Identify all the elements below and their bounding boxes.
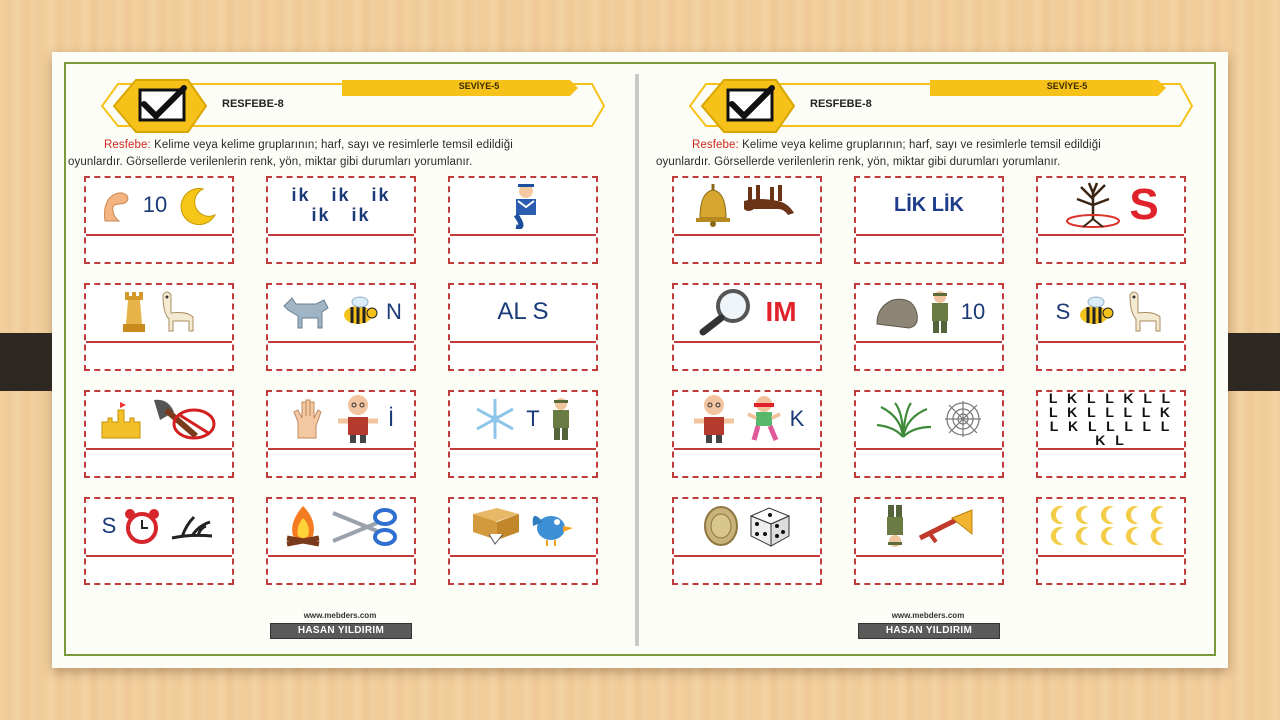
worksheet-title: RESFEBE-8: [222, 98, 284, 110]
puzzle-text: L K L L K L L L K L L L L K L K L L L L L K L: [1048, 390, 1174, 448]
answer-line: [674, 448, 820, 450]
spider-web-icon: [941, 399, 985, 439]
upside-down-horse-icon: [738, 183, 800, 227]
upside-down-soldier-icon: [880, 503, 910, 549]
puzzle-card: [266, 390, 416, 478]
puzzle-clue: [450, 392, 596, 446]
answer-line: [1038, 234, 1184, 236]
grass-icon: [873, 399, 935, 439]
page-divider: [635, 74, 639, 646]
puzzle-card: [448, 283, 598, 371]
open-box-icon: [469, 504, 523, 548]
answer-line: [268, 234, 414, 236]
puzzle-card: [1036, 390, 1186, 478]
instructions-line-1: Kelime veya kelime gruplarının; harf, sayı ve resimlerle temsil edildiği: [742, 139, 1101, 151]
puzzle-clue: [86, 499, 232, 553]
puzzle-clue: [1038, 499, 1184, 553]
puzzle-card: [1036, 497, 1186, 585]
wolf-icon: [280, 292, 334, 332]
chess-rook-icon: [119, 290, 149, 334]
answer-line: [268, 341, 414, 343]
puzzle-clue: [856, 285, 1002, 339]
puzzle-text: 10: [960, 299, 986, 324]
answer-line: [450, 341, 596, 343]
llama-icon: [155, 287, 199, 337]
puzzle-text: N: [386, 299, 402, 324]
puzzle-clue: [856, 392, 1002, 446]
puzzle-clue: [268, 178, 414, 232]
instructions-line-2: oyunlardır. Görsellerde verilenlerin renk, yön, miktar gibi durumları yorumlanır.: [68, 156, 473, 168]
answer-line: [1038, 555, 1184, 557]
footer-author: HASAN YILDIRIM: [858, 623, 1000, 639]
puzzle-text: AL S: [497, 298, 549, 325]
answer-line: [86, 448, 232, 450]
answer-line: [856, 234, 1002, 236]
llama-icon: [1122, 287, 1166, 337]
bee-icon: [1076, 296, 1116, 328]
puzzle-card: [266, 283, 416, 371]
puzzle-card: [672, 176, 822, 264]
puzzle-clue: [674, 178, 820, 232]
crescent-moons-icon: [1046, 504, 1176, 548]
bee-icon: [340, 296, 380, 328]
puzzle-text: IM: [765, 296, 797, 327]
answer-line: [268, 448, 414, 450]
crossed-axe-icon: [148, 396, 218, 442]
puzzle-clue: [856, 178, 1002, 232]
footer-website: www.mebders.com: [891, 611, 965, 620]
blue-bird-icon: [529, 504, 577, 548]
answer-line: [1038, 341, 1184, 343]
instructions-keyword: Resfebe:: [692, 139, 739, 151]
puzzle-clue: [86, 392, 232, 446]
puzzle-text: S: [1129, 180, 1159, 229]
answer-line: [856, 448, 1002, 450]
puzzle-card: [84, 390, 234, 478]
answer-line: [856, 555, 1002, 557]
answer-line: [450, 234, 596, 236]
answer-line: [450, 448, 596, 450]
hand-icon: [288, 398, 328, 440]
answer-line: [268, 555, 414, 557]
puzzle-card: [854, 283, 1004, 371]
footer-author: HASAN YILDIRIM: [270, 623, 412, 639]
puzzle-clue: [268, 285, 414, 339]
answer-line: [856, 341, 1002, 343]
puzzle-text: K: [789, 406, 805, 431]
puzzle-text: S: [101, 513, 117, 538]
puzzle-clue: [856, 499, 1002, 553]
puzzle-card: [1036, 283, 1186, 371]
answer-line: [674, 341, 820, 343]
puzzle-clue: [86, 285, 232, 339]
puzzle-clue: [674, 392, 820, 446]
puzzle-clue: [1038, 392, 1184, 446]
puzzle-card: [854, 497, 1004, 585]
left-page: [68, 76, 632, 646]
puzzle-clue: [450, 285, 596, 339]
puzzle-card: [672, 390, 822, 478]
answer-line: [674, 555, 820, 557]
worksheet-title: RESFEBE-8: [810, 98, 872, 110]
puzzle-card: [84, 176, 234, 264]
puzzle-card: [266, 497, 416, 585]
trumpet-icon: [916, 506, 978, 546]
level-label: SEVİYE-5: [1046, 81, 1088, 91]
rock-icon: [873, 294, 919, 330]
level-label: SEVİYE-5: [458, 81, 500, 91]
instructions: [68, 137, 624, 171]
puzzle-card: [84, 497, 234, 585]
puzzle-text: İ: [387, 406, 395, 431]
puzzle-card: [448, 497, 598, 585]
puzzle-card: [84, 283, 234, 371]
puzzle-text: S: [1055, 299, 1071, 324]
answer-line: [450, 555, 596, 557]
dice-icon: [747, 504, 793, 548]
puzzle-clue: [1038, 178, 1184, 232]
instructions: [656, 137, 1212, 171]
soldier-icon: [546, 396, 576, 442]
answer-line: [86, 234, 232, 236]
puzzle-clue: [674, 499, 820, 553]
puzzle-clue: [268, 499, 414, 553]
sandcastle-icon: [100, 398, 142, 440]
puzzle-clue: [268, 392, 414, 446]
worksheet-header: [680, 76, 1200, 136]
alarm-clock-icon: [122, 506, 162, 546]
puzzle-card: [854, 176, 1004, 264]
puzzle-text: ik ik ik ik ik: [291, 185, 391, 225]
blindfold-child-icon: [744, 394, 784, 444]
instructions-keyword: Resfebe:: [104, 139, 151, 151]
puzzle-card: [854, 390, 1004, 478]
bell-icon: [694, 182, 732, 228]
answer-line: [1038, 448, 1184, 450]
sailor-icon: [506, 181, 540, 229]
puzzle-card: [672, 283, 822, 371]
puzzle-card: [448, 176, 598, 264]
puzzle-clue: [86, 178, 232, 232]
grandpa-icon: [334, 393, 382, 445]
coin-icon: [701, 504, 741, 548]
puzzle-card: [266, 176, 416, 264]
instructions-line-1: Kelime veya kelime gruplarının; harf, sayı ve resimlerle temsil edildiği: [154, 139, 513, 151]
puzzle-card: [1036, 176, 1186, 264]
answer-line: [674, 234, 820, 236]
branch-icon: [168, 508, 216, 544]
puzzle-card: [448, 390, 598, 478]
instructions-line-2: oyunlardır. Görsellerde verilenlerin renk, yön, miktar gibi durumları yorumlanır.: [656, 156, 1061, 168]
puzzle-card: [672, 497, 822, 585]
puzzle-clue: [450, 499, 596, 553]
puzzle-clue: [450, 178, 596, 232]
worksheet-spread: [52, 52, 1228, 668]
puzzle-clue: [674, 285, 820, 339]
grandpa-icon: [690, 393, 738, 445]
footer-website: www.mebders.com: [303, 611, 377, 620]
answer-line: [86, 555, 232, 557]
right-page: [656, 76, 1220, 646]
puzzle-text: 10: [142, 192, 168, 217]
soldier-icon: [925, 289, 955, 335]
arm-icon: [99, 185, 137, 225]
answer-line: [86, 341, 232, 343]
crescent-moon-icon: [173, 185, 219, 225]
worksheet-header: [92, 76, 612, 136]
puzzle-text: LİK LİK: [894, 193, 964, 216]
magnifier-icon: [697, 288, 759, 336]
puzzle-clue: [1038, 285, 1184, 339]
puzzle-text: T: [526, 406, 540, 431]
snowflake-icon: [470, 397, 520, 441]
scissors-icon: [329, 505, 399, 547]
tree-roots-icon: [1063, 179, 1123, 231]
campfire-icon: [283, 502, 323, 550]
